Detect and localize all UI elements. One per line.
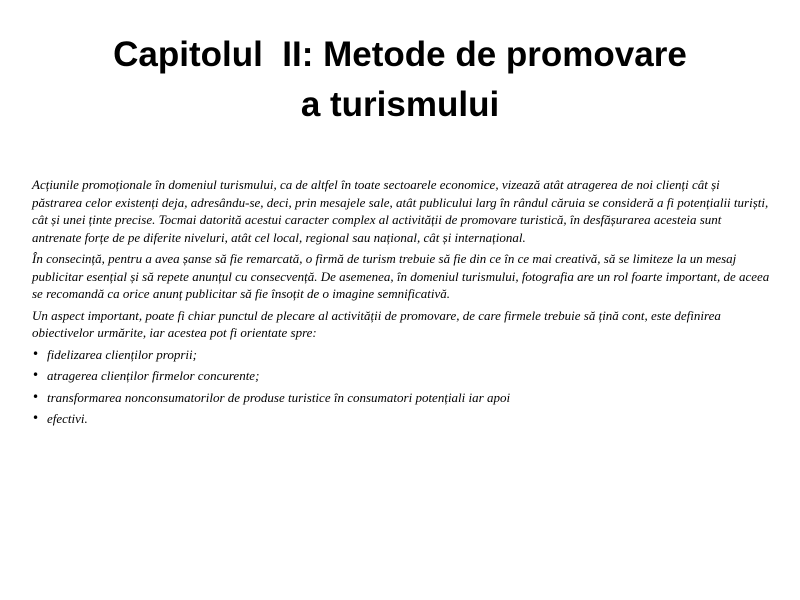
slide-title [40,30,760,130]
slide-title-line-2: a turismului [300,85,500,124]
list-item [32,389,772,407]
paragraph-promotional-actions: Acțiunile promoționale în domeniul turismului, ca de altfel în toate sectoarele economice, vizează atât atragerea de noi clienți cât și păstrarea celor existenți deja, adresându-se, deci, prin mesajele sale, atât publicului larg în rândul căruia se consideră a fi potențialii turiști, cât și unei ținte precise. Tocmai datorită acestui caracter complex al activității de promovare turistică, în desfășurarea acesteia sunt antrenate forțe de pe diferite niveluri, atât cel local, regional sau național, cât și internațional. [32,177,769,245]
list-item [32,367,772,385]
paragraph-consequence: În consecință, pentru a avea șanse să fie remarcată, o firmă de turism trebuie să fie din ce în ce mai creativă, să se limiteze la un mesaj publicitar esențial și să repete anunțul cu consecvență. De asemenea, în domeniul turismului, fotografia are un rol foarte important, de aceea se recomandă ca orice anunț publicitar să fie însoțit de o imagine semnificativă. [32,251,770,301]
slide-title-line-1: Capitolul II: Metode de promovare [113,35,687,74]
list-item-text: efectivi. [47,411,88,426]
paragraph-objectives: Un aspect important, poate fi chiar punctul de plecare al activității de promovare, de care firmele trebuie să țină cont, este definirea obiectivelor urmărite, iar acestea pot fi orientate spre: [32,307,721,340]
bullet-icon: • [32,389,40,404]
list-item [32,346,772,364]
bullet-icon: • [32,346,40,361]
bullet-icon: • [32,368,40,382]
list-item-text: atragerea clienților firmelor concurente; [47,368,260,383]
bullet-icon: • [32,411,40,425]
list-item-text: transformarea nonconsumatorilor de produse turistice în consumatori potențiali iar apoi [47,389,511,405]
list-item [32,410,772,428]
objectives-list [32,346,772,428]
slide-body [32,176,772,432]
list-item-text: fidelizarea clienților proprii; [47,346,197,362]
